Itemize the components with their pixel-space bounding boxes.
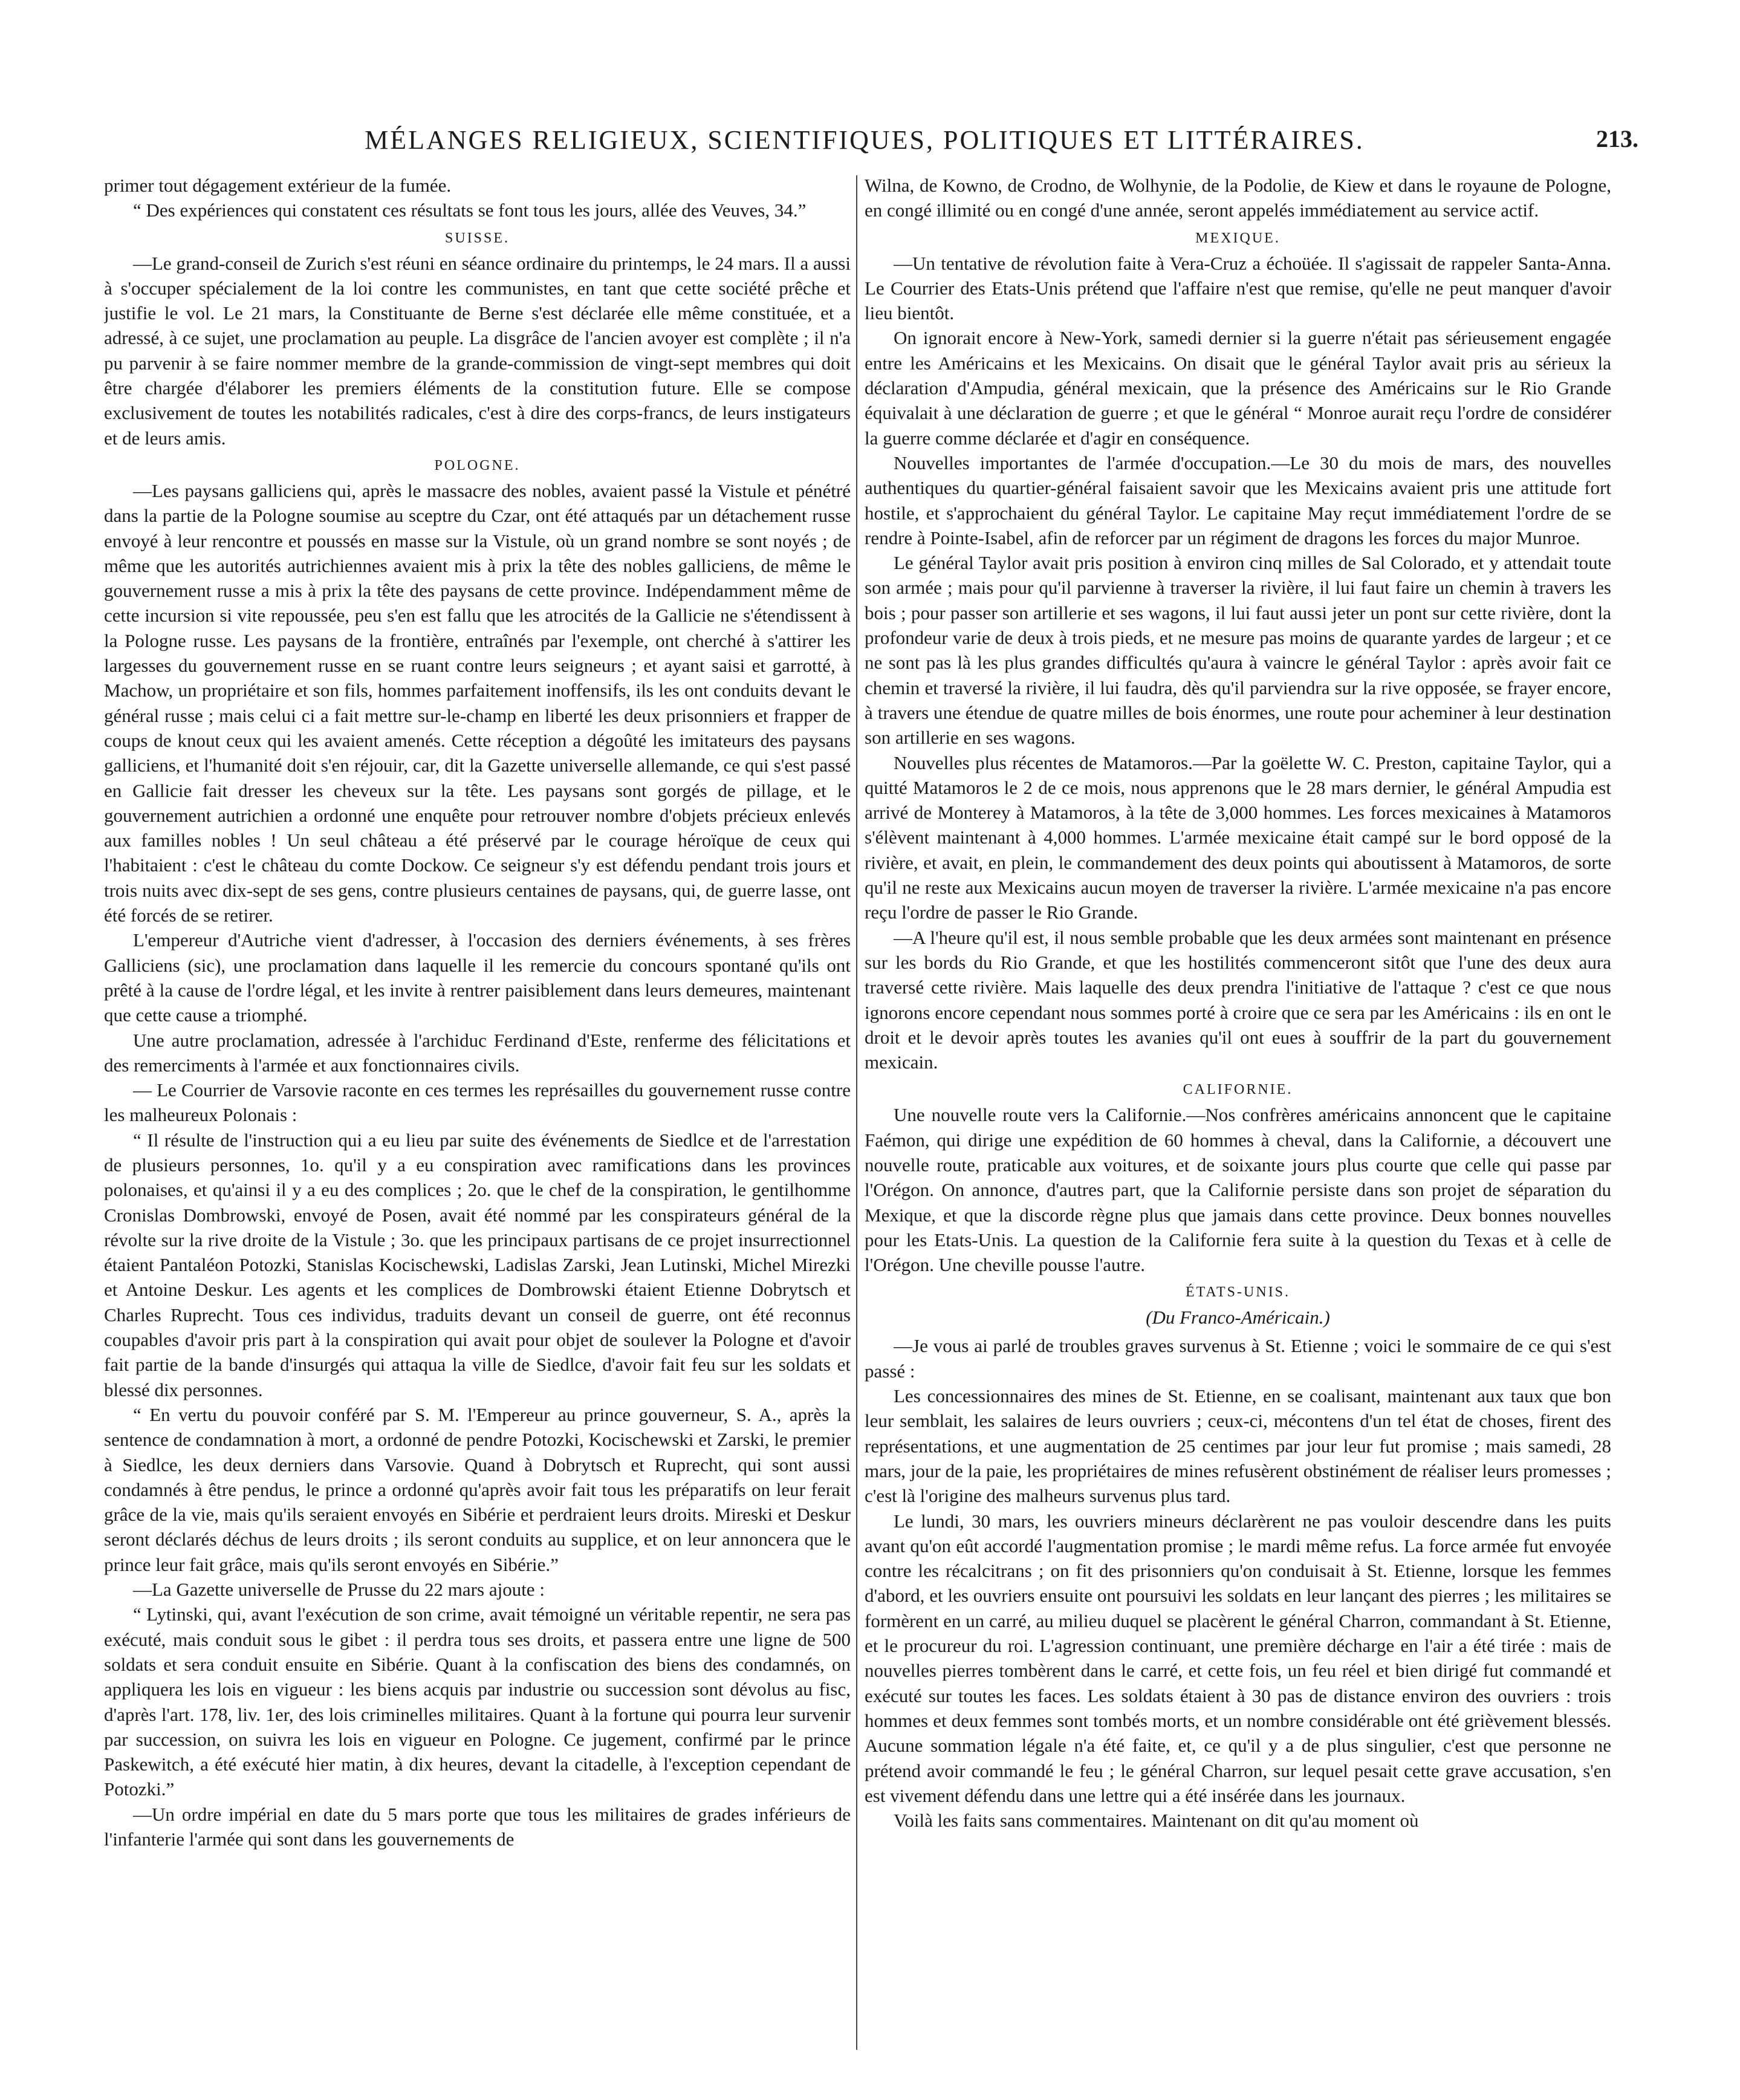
paragraph: Les concessionnaires des mines de St. Etienne, en se coalisant, maintenant aux taux que bon leur semblait, les salaires de leurs ouvriers ; ceux-ci, mécontens d'un tel état de choses, firent des représentations, et une augmentation de 25 centimes par jour leur fut promise ; mais samedi, 28 mars, jour de la paie, les propriétaires de mines refusèrent obstinément de réaliser leurs promesses ; c'est là l'origine des malheurs survenus plus tard. [865, 1385, 1611, 1507]
paragraph: Le général Taylor avait pris position à environ cinq milles de Sal Colorado, et y attendait toute son armée ; mais pour qu'il parvienne à traverser la rivière, il lui faut faire un chemin à travers les bois ; pour passer son artillerie et ses wagons, il lui faut aussi jeter un pont sur cette rivière, dont la profondeur varie de deux à trois pieds, et ne mesure pas moins de quarante yardes de largeur ; et ce ne sont pas là les plus grandes difficultés qu'aura à vaincre le général Taylor : après avoir fait ce chemin et traversé la rivière, il lui faudra, dès qu'il parviendra sur la rive opposée, se frayer encore, à travers une étendue de quatre milles de bois énormes, une route pour acheminer à leur destination son artillerie en ses wagons. [865, 552, 1611, 749]
paragraph: Voilà les faits sans commentaires. Maintenant on dit qu'au moment où [894, 1810, 1419, 1832]
section-heading-pologne: POLOGNE. [434, 457, 521, 473]
paragraph: On ignorait encore à New-York, samedi dernier si la guerre n'était pas sérieusement engagée entre les Américains et les Mexicains. On disait que le général Taylor avait pris au sérieux la déclaration d'Ampudia, général mexicain, que la présence des Américains sur le Rio Grande équivalait à une déclaration de guerre ; et que le général “ Monroe aurait reçu l'ordre de considérer la guerre comme déclarée et d'agir en conséquence. [865, 327, 1611, 449]
paragraph: Wilna, de Kowno, de Crodno, de Wolhynie, de la Podolie, de Kiew et dans le royaune de Pologne, en congé illimité ou en congé d'une année, seront appelés immédiatement au service actif. [865, 175, 1611, 221]
paragraph: L'empereur d'Autriche vient d'adresser, à l'occasion des derniers événements, à ses frères Galliciens (sic), une proclamation dans laquelle il les remercie du concours spontané qu'ils ont prêté à la cause de l'ordre légal, et les invite à rentrer paisiblement dans leurs demeures, maintenant que cette cause a triomphé. [104, 929, 851, 1026]
section-heading-etats-unis: ÉTATS-UNIS. [1185, 1284, 1291, 1301]
paragraph: —Un tentative de révolution faite à Vera-Cruz a échoüée. Il s'agissait de rappeler Santa-Anna. Le Courrier des Etats-Unis prétend que l'affaire n'est que remise, qu'elle ne peut manquer d'avoir lieu bientôt. [865, 252, 1611, 324]
paragraph: “ Lytinski, qui, avant l'exécution de son crime, avait témoigné un véritable repentir, ne sera pas exécuté, mais conduit sous le gibet : il perdra tous ses droits, et passera entre une ligne de 500 soldats et sera conduit ensuite en Sibérie. Quant à la confiscation des biens des condamnés, on appliquera les lois en vigueur : les biens acquis par industrie ou succession sont dévolus au fisc, d'après l'art. 178, liv. 1er, des lois criminelles militaires. Quant à la fortune qui pourra leur survenir par succession, on suivra les lois en vigueur en Pologne. Ce jugement, confirmé par le prince Paskewitch, a été exécuté hier matin, à dix heures, devant la citadelle, à l'exception cependant de Potozki.” [104, 1604, 851, 1800]
section-source: (Du Franco-Américain.) [1146, 1307, 1330, 1328]
paragraph: —Je vous ai parlé de troubles graves survenus à St. Etienne ; voici le sommaire de ce qui s'est passé : [865, 1335, 1611, 1382]
section-heading-mexique: MEXIQUE. [1195, 230, 1281, 246]
column-rule [856, 175, 857, 2050]
left-column [104, 173, 851, 2053]
paragraph: —La Gazette universelle de Prusse du 22 mars ajoute : [133, 1579, 545, 1601]
paragraph: “ Il résulte de l'instruction qui a eu lieu par suite des événements de Siedlce et de l'arrestation de plusieurs personnes, 1o. qu'il y a eu conspiration avec ramifications dans les provinces polonaises, et qu'ainsi il y a eu des complices ; 2o. que le chef de la conspiration, le gentilhomme Cronislas Dombrowski, envoyé de Posen, avait été nommé par les conspirateurs général de la révolte sur la rive droite de la Vistule ; 3o. que les principaux partisans de ce projet insurrectionnel étaient Pantaléon Potozki, Stanislas Kocischewski, Ladislas Zarski, Jean Lutinski, Michel Mirezki et Antoine Deskur. Les agents et les complices de Dombrowski étaient Etienne Dobrytsch et Charles Ruprecht. Tous ces individus, traduits devant un conseil de guerre, ont été reconnus coupables d'avoir pris part à la conspiration qui avait pour objet de soulever la Pologne et d'avoir fait partie de la bande d'insurgés qui attaqua la ville de Siedlce, d'avoir fait feu sur les soldats et blessé dix personnes. [104, 1129, 851, 1400]
paragraph: “ Des expériences qui constatent ces résultats se font tous les jours, allée des Veuves, 34.” [133, 200, 807, 221]
paragraph: Une autre proclamation, adressée à l'archiduc Ferdinand d'Este, renferme des félicitations et des remerciments à l'armée et aux fonctionnaires civils. [104, 1029, 851, 1076]
section-heading-californie: CALIFORNIE. [1183, 1082, 1293, 1098]
journal-title: MÉLANGES RELIGIEUX, SCIENTIFIQUES, POLITIQUES ET LITTÉRAIRES. [365, 125, 1365, 155]
running-head [91, 125, 1638, 161]
page-number: 213. [1596, 125, 1638, 152]
paragraph: Une nouvelle route vers la Californie.—Nos confrères américains annoncent que le capitaine Faémon, qui dirige une expédition de 60 hommes à cheval, dans la Californie, a découvert une nouvelle route, praticable aux voitures, et de soixante jours plus courte que celle qui passe par l'Orégon. On annonce, d'autres part, que la Californie persiste dans son projet de séparation du Mexique, et que la discorde règne plus que jamais dans cette province. Deux bonnes nouvelles pour les Etats-Unis. La question de la Californie fera suite à la question du Texas et à celle de l'Orégon. Une cheville pousse l'autre. [865, 1104, 1611, 1276]
paragraph: Nouvelles plus récentes de Matamoros.—Par la goëlette W. C. Preston, capitaine Taylor, qui a quitté Matamoros le 2 de ce mois, nous apprenons que le 28 mars dernier, le général Ampudia est arrivé de Monterey à Matamoros, à la tête de 3,000 hommes. Les forces mexicaines à Matamoros s'élèvent maintenant à 4,000 hommes. L'armée mexicaine était campé sur le bord opposé de la rivière, et avait, en plein, le commandement des deux points qui aboutissent à Matamoros, de sorte qu'il ne reste aux Mexicains aucun moyen de traverser la rivière. L'armée mexicaine n'a pas encore reçu l'ordre de passer le Rio Grande. [865, 752, 1611, 923]
paragraph: —A l'heure qu'il est, il nous semble probable que les deux armées sont maintenant en présence sur les bords du Rio Grande, et que les hostilités commenceront sitôt que l'une des deux aura traversé cette rivière. Mais laquelle des deux prendra l'initiative de l'attaque ? c'est ce que nous ignorons encore cependant nous sommes porté à croire que ce sera par les Américains : ils en ont le droit et le devoir après toutes les avanies qu'il ont eues à souffrir de la part du gouvernement mexicain. [865, 926, 1611, 1073]
paragraph: — Le Courrier de Varsovie raconte en ces termes les représailles du gouvernement russe contre les malheureux Polonais : [104, 1079, 851, 1126]
section-heading-suisse: SUISSE. [444, 230, 510, 246]
paragraph: Le lundi, 30 mars, les ouvriers mineurs déclarèrent ne pas vouloir descendre dans les puits avant qu'on eût accordé l'augmentation promise ; le mardi même refus. La force armée fut envoyée contre les récalcitrans ; on fit des prisonniers qu'on conduisait à St. Etienne, lorsque les femmes d'abord, et les ouvriers ensuite ont poursuivi les soldats en leur lançant des pierres ; les militaires se formèrent en un carré, au milieu duquel se placèrent le général Charron, commandant à St. Etienne, et le procureur du roi. L'agression continuant, une première décharge en l'air a été tirée : mais de nouvelles pierres tombèrent dans le carré, et cette fois, un feu réel et bien dirigé fut commandé et exécuté sur toutes les faces. Les soldats étaient à 30 pas de distance environ des ouvriers : trois hommes et deux femmes sont tombés morts, et un nombre considérable ont été grièvement blessés. Aucune sommation légale n'a été faite, et, ce qu'il y a de plus singulier, c'est que personne ne prétend avoir commandé le feu ; le général Charron, sur lequel pesait cette grave accusation, s'en est vivement défendu dans une lettre qui a été insérée dans les journaux. [865, 1510, 1611, 1806]
right-column [865, 173, 1611, 2053]
paragraph: —Un ordre impérial en date du 5 mars porte que tous les militaires de grades inférieurs de l'infanterie l'armée qui sont dans les gouvernements de [104, 1803, 851, 1850]
paragraph: Nouvelles importantes de l'armée d'occupation.—Le 30 du mois de mars, des nouvelles authentiques du quartier-général faisaient savoir que les Mexicains avaient pris une attitude fort hostile, et s'approchaient du général Taylor. Le capitaine May reçut immédiatement l'ordre de se rendre à Pointe-Isabel, afin de reforcer par un régiment de dragons les forces du major Munroe. [865, 452, 1611, 548]
paragraph: —Les paysans galliciens qui, après le massacre des nobles, avaient passé la Vistule et pénétré dans la partie de la Pologne soumise au sceptre du Czar, ont été attaqués par un détachement russe envoyé à leur rencontre et poussés en masse sur la Vistule, où un grand nombre se sont noyés ; de même que les autorités autrichiennes avaient mis à prix la tête des nobles galliciens, de même le gouvernement russe a mis à prix la tête des paysans de cette province. Indépendamment même de cette incursion si vite repoussée, peu s'en est fallu que les atrocités de la Gallicie ne s'étendissent à la Pologne russe. Les paysans de la frontière, entraînés par l'exemple, ont cherché à s'attirer les largesses du gouvernement russe en se ruant contre leurs seigneurs ; et ayant saisi et garrotté, à Machow, un propriétaire et son fils, hommes parfaitement inoffensifs, ils les ont conduits devant le général russe ; mais celui ci a fait mettre sur-le-champ en liberté les deux prisonniers et frapper de coups de knout ceux qui les avaient amenés. Cette réception a dégoûté les imitateurs des paysans galliciens, et l'humanité doit s'en réjouir, car, dit la Gazette universelle allemande, ce qui s'est passé en Gallicie fait dresser les cheveux sur la tête. Les paysans sont gorgés de pillage, et le gouvernement autrichien a ordonné une enquête pour retrouver nombre d'objets précieux enlevés aux familles nobles ! Un seul château a été préservé par le courage héroïque de ceux qui l'habitaient : c'est le château du comte Dockow. Ce seigneur s'y est défendu pendant trois jours et trois nuits avec dix-sept de ses gens, contre plusieurs centaines de paysans, qui, de guerre lasse, ont été forcés de se retirer. [104, 479, 851, 926]
paragraph: primer tout dégagement extérieur de la fumée. [104, 175, 452, 196]
paragraph: “ En vertu du pouvoir conféré par S. M. l'Empereur au prince gouverneur, S. A., après la sentence de condamnation à mort, a ordonné de pendre Potozki, Kocischewski et Zarski, le premier à Siedlce, les deux derniers dans Varsovie. Quand à Dobrytsch et Ruprecht, qui sont aussi condamnés à être pendus, le prince a ordonné qu'après avoir fait tous les préparatifs on leur ferait grâce de la vie, mais qu'ils seraient envoyés en Sibérie et perdraient leurs droits. Mireski et Deskur seront déclarés déchus de leurs droits ; ils seront conduits au supplice, et on leur annoncera que le prince leur fait grâce, mais qu'ils seront envoyés en Sibérie.” [104, 1403, 851, 1575]
paragraph: —Le grand-conseil de Zurich s'est réuni en séance ordinaire du printemps, le 24 mars. Il a aussi à s'occuper spécialement de la loi contre les communistes, en tant que cette société prêche et justifie le vol. Le 21 mars, la Constituante de Berne s'est déclarée elle même constituée, et a adressé, à ce sujet, une proclamation au peuple. La disgrâce de l'ancien avoyer est complète ; il n'a pu parvenir à se faire nommer membre de la grande-commission de vingt-sept membres qui doit être chargée d'élaborer les premiers éléments de la constitution future. Elle se compose exclusivement de toutes les notabilités radicales, c'est à dire des corps-francs, de leurs instigateurs et de leurs amis. [104, 252, 851, 449]
